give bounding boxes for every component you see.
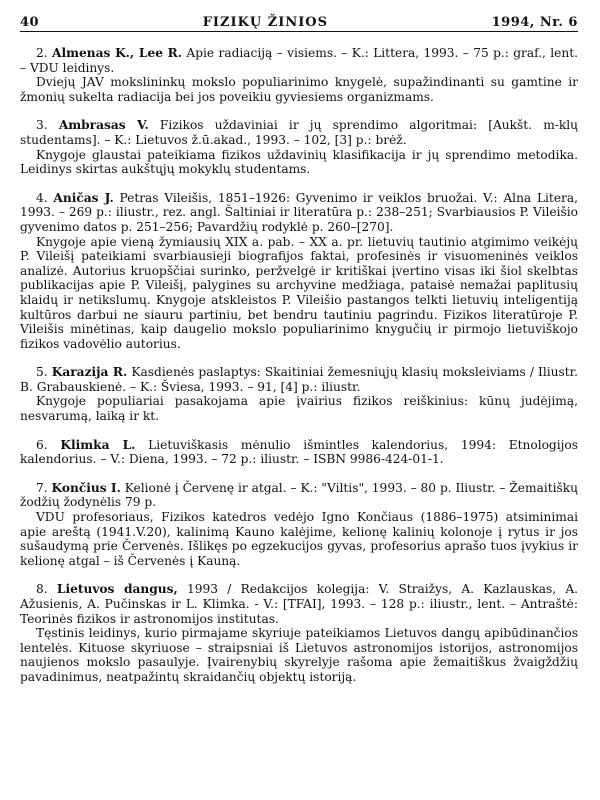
entry-annotation: Knygoje populiariai pasakojama apie įvairius fizikos reiškinius: kūnų judėjimą, nesvarumą, laiką ir kt. xyxy=(20,394,578,424)
entry-number: 7. xyxy=(36,480,48,495)
issue-label: 1994, Nr. 6 xyxy=(491,15,578,30)
entry-citation-text: Lietuviškasis mėnulio išmintles kalendorius, 1994: Etnologijos kalendorius. – V.: Diena, 1993. – 72 p.: iliustr. – ISBN 9986-424-01-1. xyxy=(20,437,578,467)
entry-citation xyxy=(20,118,578,147)
bibliography-entry xyxy=(20,46,578,104)
entry-citation-text: 1993 / Redakcijos kolegija: V. Straižys, A. Kazlauskas, A. Ažusienis, A. Pučinskas ir L. Klimka. - V.: [TFAI], 1993. – 128 p.: iliustr., lent. – Antraštė: Teorinės fizikos ir astronomijos institutas. xyxy=(20,582,579,626)
entry-citation xyxy=(20,438,578,467)
entry-number: 4. xyxy=(36,190,48,205)
entry-citation xyxy=(20,365,578,394)
entry-annotation: Knygoje glaustai pateikiama fizikos uždavinių klasifikacija ir jų sprendimo metodika. Leidinys skirtas aukštųjų mokyklų studentams. xyxy=(20,147,578,177)
entry-annotation: VDU profesoriaus, Fizikos katedros vedėjo Igno Končiaus (1886–1975) atsiminimai apie areštą (1941.V.20), kalinimą Kauno kalėjime, kelionę kalinių kolonoje į rytus ir jos sušaudymą prie Červenės. Išlikęs po egzekucijos gyvas, profesorius aprašo tuos įvykius ir kelionę atgal – iš Červenės į Kauną. xyxy=(20,510,578,568)
journal-title: FIZIKŲ ŽINIOS xyxy=(202,15,328,30)
entry-number: 8. xyxy=(36,582,48,597)
entry-citation xyxy=(20,46,578,75)
entry-number: 6. xyxy=(36,437,48,452)
entry-number: 5. xyxy=(36,365,48,380)
entry-citation xyxy=(20,481,578,510)
entry-annotation: Tęstinis leidinys, kurio pirmajame skyriuje pateikiamos Lietuvos dangų apibūdinančios lentelės. Kituose skyriuose – straipsniai iš Lietuvos astronomijos istorijos, astronomijos naujienos mokslo pasaulyje. Įvairenybių skyrelyje rašoma apie žemaitiškus žvaigždžių pavadinimus, neatpažintų skraidančių objektų istoriją. xyxy=(20,626,578,684)
bibliography-entry xyxy=(20,191,578,352)
entry-author: Končius I. xyxy=(51,480,121,495)
entry-author: Almenas K., Lee R. xyxy=(52,46,183,60)
entry-number: 3. xyxy=(36,118,48,133)
entry-annotation: Dviejų JAV mokslininkų mokslo populiarinimo knygelė, supažindinanti su gamtine ir žmonių sukelta radiacija bei jos poveikiu gyviesiems organizmams. xyxy=(20,75,578,104)
bibliography-entry xyxy=(20,481,578,569)
bibliography-entry xyxy=(20,118,578,176)
entry-annotation: Knygoje apie vieną žymiausių XIX a. pab. – XX a. pr. lietuvių tautinio atgimimo veikėjų P. Vileišį pateikiami svarbiausieji biografijos faktai, profesinės ir visuomeninės veiklos analizė. Autorius kruopščiai surinko, peržvelgė ir kritiškai įvertino visas iki šiol skelbtas publikacijas apie P. Vileišį, palygines su archyvine medžiaga, pataisė nemažai paplitusių klaidų ir netikslumų. Knygoje atskleistos P. Vileišio pastangos telkti lietuvių inteligentiją kultūros darbui ne siauru partiniu, bet bendru tautiniu pagrindu. Fizikos literatūroje P. Vileišis minėtinas, kaip daugelio mokslo populiarinimo knygučių ir pirmojo lietuviškojo fizikos vadovėlio autorius. xyxy=(20,234,578,351)
entry-citation-text: Fizikos uždaviniai ir jų sprendimo algoritmai: [Aukšt. m-klų studentams]. – K.: Lietuvos ž.ū.akad., 1993. – 102, [3] p.: brėž. xyxy=(20,118,579,147)
entry-citation-text: Kelionė į Červenę ir atgal. – K.: "Viltis", 1993. – 80 p. Iliustr. – Žemaitiškų žodžių žodynėlis 79 p. xyxy=(20,480,579,510)
bibliography-list xyxy=(20,46,578,685)
entry-citation-text: Apie radiaciją – visiems. – K.: Littera, 1993. – 75 p.: graf., lent. – VDU leidinys. xyxy=(20,46,579,75)
entry-author: Lietuvos dangus, xyxy=(56,582,178,597)
entry-citation-text: Kasdienės paslaptys: Skaitiniai žemesniųjų klasių moksleiviams / Iliustr. B. Grabauskienė. – K.: Šviesa, 1993. – 91, [4] p.: iliustr. xyxy=(20,365,579,394)
entry-author: Klimka L. xyxy=(60,437,136,452)
bibliography-entry xyxy=(20,365,578,423)
page-header xyxy=(20,10,578,32)
entry-citation-text: Petras Vileišis, 1851–1926: Gyvenimo ir veiklos bruožai. V.: Alna Litera, 1993. – 269 p.: iliustr., rez. angl. Šaltiniai ir literatūra p.: 238–251; Svarbiausios P. Vileišio gyvenimo datos p. 251–256; Pavardžių rodyklė p. 260–[270]. xyxy=(20,190,579,234)
entry-citation xyxy=(20,582,578,626)
entry-author: Karazija R. xyxy=(51,365,128,380)
entry-author: Aničas J. xyxy=(53,190,114,205)
page-number: 40 xyxy=(20,15,40,30)
entry-number: 2. xyxy=(36,46,48,60)
bibliography-entry xyxy=(20,582,578,684)
entry-citation xyxy=(20,191,578,235)
entry-author: Ambrasas V. xyxy=(58,118,149,133)
bibliography-entry xyxy=(20,438,578,467)
